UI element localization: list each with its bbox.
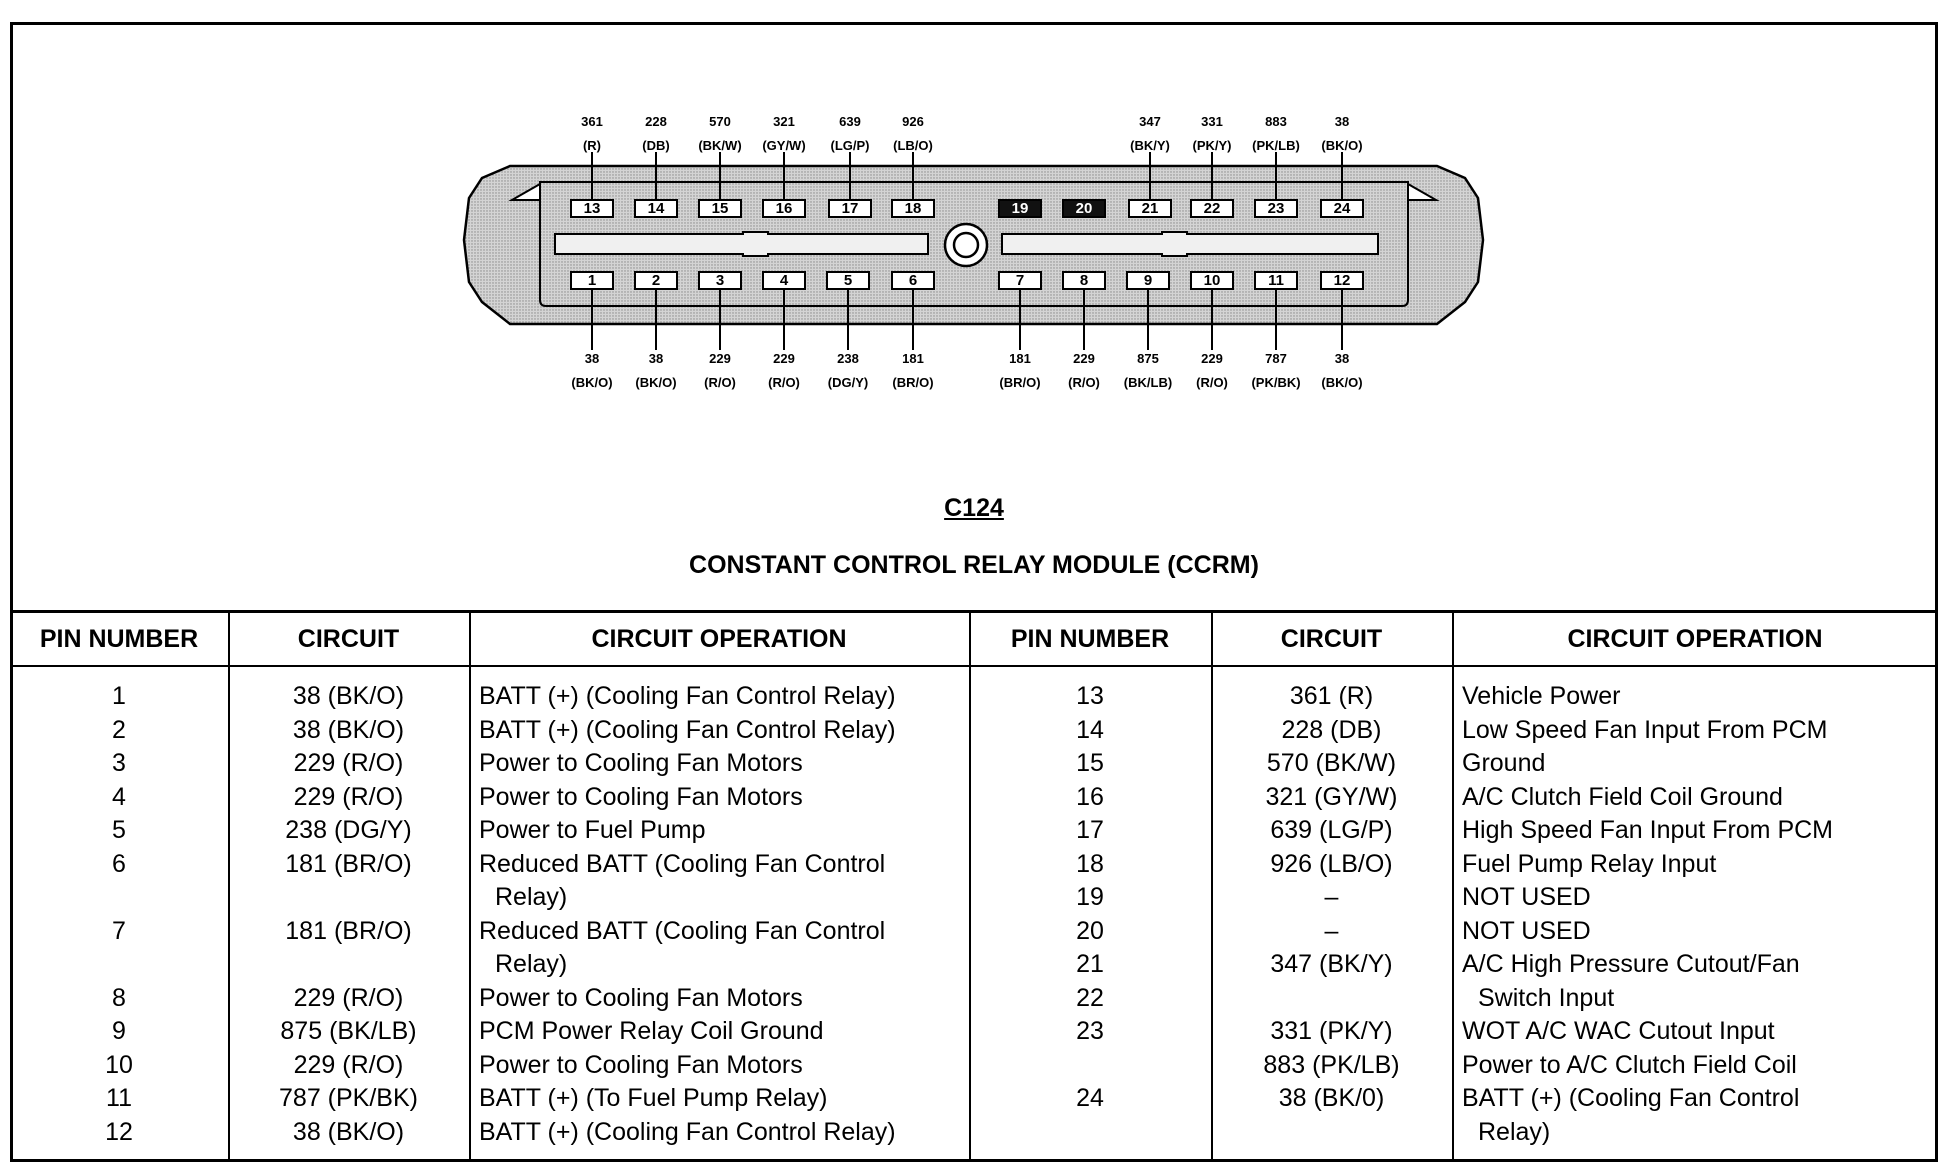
circuit-cell: 38 (BK/O)	[292, 1117, 405, 1146]
right-table-body	[969, 680, 1948, 1149]
header-pin-number: PIN NUMBER	[39, 625, 199, 653]
table-row	[969, 1082, 1948, 1116]
pin-24: 24	[1320, 199, 1364, 218]
table-row	[969, 814, 1948, 848]
wire-color: (BK/O)	[1321, 138, 1363, 153]
pin-13: 13	[570, 199, 614, 218]
circuit-operation-cell: BATT (+) (To Fuel Pump Relay)	[479, 1084, 828, 1112]
pin-18: 18	[891, 199, 935, 218]
circuit-operation-cell: Switch Input	[1478, 983, 1615, 1012]
pin-23: 23	[1254, 199, 1298, 218]
table-row	[10, 848, 985, 882]
wire-color: (BK/Y)	[1130, 138, 1170, 153]
pin-number-cell: 5	[112, 816, 126, 844]
pin-10: 10	[1190, 271, 1234, 290]
table-row	[10, 714, 985, 748]
circuit-cell: 875 (BK/LB)	[280, 1017, 417, 1045]
circuit-cell: 38 (BK/O)	[292, 715, 405, 744]
pin-20: 20	[1062, 199, 1106, 218]
circuit-number: 926	[902, 114, 924, 129]
circuit-cell	[1211, 1116, 1452, 1150]
circuit-number: 361	[581, 114, 603, 129]
circuit-number: 875	[1137, 351, 1159, 366]
circuit-cell: 228 (DB)	[1281, 715, 1382, 744]
pin-3: 3	[698, 271, 742, 290]
circuit-operation-cell: A/C High Pressure Cutout/Fan	[1462, 950, 1800, 978]
pinout-table	[10, 610, 1938, 1162]
circuit-cell: 238 (DG/Y)	[285, 816, 412, 844]
center-bolt-inner	[954, 233, 978, 257]
table-row	[10, 1049, 985, 1083]
table-row	[10, 781, 985, 815]
pin-4: 4	[762, 271, 806, 290]
pin-number-cell	[969, 1116, 1211, 1150]
circuit-number: 38	[1334, 114, 1350, 129]
pin-number-cell: 15	[1076, 749, 1104, 777]
pin-21: 21	[1128, 199, 1172, 218]
circuit-number: 181	[902, 351, 924, 366]
circuit-operation-cell: Ground	[1462, 749, 1546, 777]
pin-number-cell: 17	[1076, 816, 1104, 844]
pin-number-cell: 19	[1076, 883, 1104, 911]
circuit-number: 229	[709, 351, 731, 366]
circuit-operation-cell: Relay)	[495, 950, 568, 978]
circuit-operation-cell: NOT USED	[1462, 916, 1591, 945]
pin-11: 11	[1254, 271, 1298, 290]
wire-color: (BR/O)	[892, 375, 934, 390]
wire-color: (BK/O)	[571, 375, 613, 390]
circuit-cell	[228, 881, 469, 915]
circuit-cell: 331 (PK/Y)	[1270, 1017, 1393, 1045]
pin-number-cell: 7	[112, 916, 126, 945]
circuit-operation-cell: Fuel Pump Relay Input	[1462, 849, 1717, 878]
pin-number-cell	[10, 881, 228, 915]
table-row	[969, 1015, 1948, 1049]
wire-label-pin-24	[1302, 110, 1382, 158]
pin-number-cell: 13	[1076, 682, 1104, 710]
circuit-number: 787	[1265, 351, 1287, 366]
table-row	[10, 982, 985, 1016]
circuit-number: 229	[1201, 351, 1223, 366]
circuit-number: 228	[645, 114, 667, 129]
circuit-cell: 229 (R/O)	[293, 1050, 404, 1079]
circuit-number: 38	[648, 351, 664, 366]
circuit-operation-cell: Vehicle Power	[1462, 682, 1621, 710]
circuit-number: 38	[1334, 351, 1350, 366]
connector-name: CONSTANT CONTROL RELAY MODULE (CCRM)	[689, 551, 1259, 579]
pin-number-cell: 24	[1076, 1084, 1104, 1112]
circuit-operation-cell: Power to Cooling Fan Motors	[479, 983, 803, 1012]
wire-color: (PK/BK)	[1251, 375, 1301, 390]
left-key-slot	[555, 232, 928, 256]
circuit-cell: 181 (BR/O)	[285, 916, 412, 945]
circuit-operation-cell: BATT (+) (Cooling Fan Control Relay)	[479, 715, 896, 744]
wire-color: (PK/Y)	[1192, 138, 1232, 153]
header-circuit: CIRCUIT	[1280, 625, 1383, 653]
circuit-cell: 570 (BK/W)	[1266, 749, 1397, 777]
circuit-cell: 229 (R/O)	[293, 782, 404, 811]
header-circuit-operation: CIRCUIT OPERATION	[591, 625, 847, 653]
table-row	[10, 948, 985, 982]
circuit-number: 181	[1009, 351, 1031, 366]
table-row	[10, 1015, 985, 1049]
table-row	[969, 881, 1948, 915]
pin-16: 16	[762, 199, 806, 218]
wire-label-pin-18	[873, 110, 953, 158]
wire-color: (LG/P)	[830, 138, 870, 153]
circuit-cell: 38 (BK/O)	[292, 682, 405, 710]
circuit-cell: 347 (BK/Y)	[1270, 950, 1393, 978]
wire-color: (PK/LB)	[1252, 138, 1300, 153]
table-row	[969, 747, 1948, 781]
pin-number-cell: 11	[106, 1084, 132, 1112]
circuit-operation-cell: Power to A/C Clutch Field Coil	[1462, 1050, 1797, 1079]
pin-number-cell: 23	[1076, 1017, 1104, 1045]
circuit-cell: 321 (GY/W)	[1265, 782, 1398, 811]
wire-color: (BK/W)	[698, 138, 742, 153]
wire-color: (BK/O)	[635, 375, 677, 390]
circuit-cell: 38 (BK/0)	[1278, 1084, 1385, 1112]
left-table-body	[10, 680, 985, 1149]
circuit-operation-cell: PCM Power Relay Coil Ground	[479, 1017, 824, 1045]
wire-color: (LB/O)	[893, 138, 933, 153]
header-pin-number: PIN NUMBER	[1010, 625, 1170, 653]
pin-5: 5	[826, 271, 870, 290]
pin-number-cell: 9	[112, 1017, 126, 1045]
pin-number-cell: 10	[105, 1050, 133, 1079]
pin-9: 9	[1126, 271, 1170, 290]
circuit-operation-cell: NOT USED	[1462, 883, 1591, 911]
pin-number-cell	[10, 948, 228, 982]
circuit-operation-cell: Power to Fuel Pump	[479, 816, 706, 844]
wire-label-pin-6	[873, 347, 953, 395]
circuit-operation-cell: Relay)	[1478, 1117, 1551, 1146]
table-row	[10, 1082, 985, 1116]
circuit-number: 38	[584, 351, 600, 366]
circuit-cell: 639 (LG/P)	[1270, 816, 1393, 844]
circuit-cell: 787 (PK/BK)	[279, 1084, 418, 1112]
pin-number-cell: 1	[112, 682, 126, 710]
wire-color: (BK/O)	[1321, 375, 1363, 390]
pin-number-cell: 2	[112, 715, 126, 744]
table-row	[969, 948, 1948, 982]
circuit-number: 331	[1201, 114, 1223, 129]
circuit-operation-cell: BATT (+) (Cooling Fan Control	[1462, 1084, 1800, 1112]
table-row	[10, 814, 985, 848]
circuit-number: 321	[773, 114, 795, 129]
header-circuit: CIRCUIT	[297, 625, 400, 653]
pin-8: 8	[1062, 271, 1106, 290]
pin-22: 22	[1190, 199, 1234, 218]
table-row	[969, 915, 1948, 949]
circuit-operation-cell: Power to Cooling Fan Motors	[479, 1050, 803, 1079]
pin-number-cell: 4	[112, 782, 126, 811]
table-row	[969, 714, 1948, 748]
wire-color: (R/O)	[1196, 375, 1228, 390]
circuit-operation-cell: BATT (+) (Cooling Fan Control Relay)	[479, 1117, 896, 1146]
wire-color: (R/O)	[704, 375, 736, 390]
pin-number-cell: 20	[1076, 916, 1104, 945]
circuit-operation-cell: WOT A/C WAC Cutout Input	[1462, 1017, 1775, 1045]
circuit-cell: 229 (R/O)	[293, 983, 404, 1012]
header-divider	[10, 665, 1938, 667]
wire-color: (R/O)	[1068, 375, 1100, 390]
circuit-operation-cell: Reduced BATT (Cooling Fan Control	[479, 916, 886, 945]
connector-id: C124	[944, 494, 1004, 522]
table-row	[10, 680, 985, 714]
circuit-cell: 229 (R/O)	[293, 749, 404, 777]
wire-color: (DG/Y)	[827, 375, 869, 390]
circuit-cell: 361 (R)	[1289, 682, 1374, 710]
circuit-cell: 926 (LB/O)	[1270, 849, 1393, 878]
circuit-operation-cell: Power to Cooling Fan Motors	[479, 782, 803, 811]
circuit-operation-cell: Reduced BATT (Cooling Fan Control	[479, 849, 886, 878]
table-row	[969, 1116, 1948, 1150]
pin-17: 17	[828, 199, 872, 218]
wire-color: (BK/LB)	[1123, 375, 1173, 390]
circuit-cell: 181 (BR/O)	[285, 849, 412, 878]
header-circuit-operation: CIRCUIT OPERATION	[1567, 625, 1823, 653]
circuit-number: 229	[773, 351, 795, 366]
table-row	[969, 781, 1948, 815]
table-row	[10, 747, 985, 781]
circuit-operation-cell: Power to Cooling Fan Motors	[479, 749, 803, 777]
circuit-cell	[228, 948, 469, 982]
circuit-cell: 883 (PK/LB)	[1263, 1050, 1400, 1079]
circuit-cell: –	[1324, 883, 1339, 911]
pin-19: 19	[998, 199, 1042, 218]
table-row	[10, 881, 985, 915]
circuit-number: 639	[839, 114, 861, 129]
pin-number-cell: 16	[1076, 782, 1104, 811]
circuit-number: 883	[1265, 114, 1287, 129]
table-row	[969, 848, 1948, 882]
right-key-slot	[1002, 232, 1378, 256]
table-row	[10, 915, 985, 949]
circuit-number: 238	[837, 351, 859, 366]
pin-2: 2	[634, 271, 678, 290]
circuit-number: 229	[1073, 351, 1095, 366]
circuit-cell: –	[1324, 916, 1339, 945]
pin-number-cell: 22	[1076, 983, 1104, 1012]
table-row	[969, 982, 1948, 1016]
circuit-operation-cell: Low Speed Fan Input From PCM	[1462, 715, 1828, 744]
wire-color: (R/O)	[768, 375, 800, 390]
wire-color: (R)	[582, 138, 602, 153]
pin-12: 12	[1320, 271, 1364, 290]
pin-number-cell: 21	[1076, 950, 1104, 978]
pin-14: 14	[634, 199, 678, 218]
pin-number-cell: 6	[112, 849, 126, 878]
circuit-number: 347	[1139, 114, 1161, 129]
pin-6: 6	[891, 271, 935, 290]
pin-number-cell: 18	[1076, 849, 1104, 878]
pin-number-cell: 14	[1076, 715, 1104, 744]
circuit-operation-cell: A/C Clutch Field Coil Ground	[1462, 782, 1783, 811]
pin-1: 1	[570, 271, 614, 290]
circuit-operation-cell: Relay)	[495, 883, 568, 911]
pin-number-cell: 3	[112, 749, 126, 777]
wire-color: (GY/W)	[762, 138, 806, 153]
circuit-number: 570	[709, 114, 731, 129]
wire-color: (DB)	[642, 138, 670, 153]
pin-7: 7	[998, 271, 1042, 290]
wire-label-pin-12	[1302, 347, 1382, 395]
table-row	[969, 1049, 1948, 1083]
wire-color: (BR/O)	[999, 375, 1041, 390]
table-row	[10, 1116, 985, 1150]
circuit-operation-cell: BATT (+) (Cooling Fan Control Relay)	[479, 682, 896, 710]
pin-number-cell: 12	[105, 1117, 133, 1146]
circuit-operation-cell: High Speed Fan Input From PCM	[1462, 816, 1833, 844]
pin-number-cell: 8	[112, 983, 126, 1012]
table-row	[969, 680, 1948, 714]
pin-15: 15	[698, 199, 742, 218]
pin-number-cell	[969, 1049, 1211, 1083]
circuit-cell	[1211, 982, 1452, 1016]
